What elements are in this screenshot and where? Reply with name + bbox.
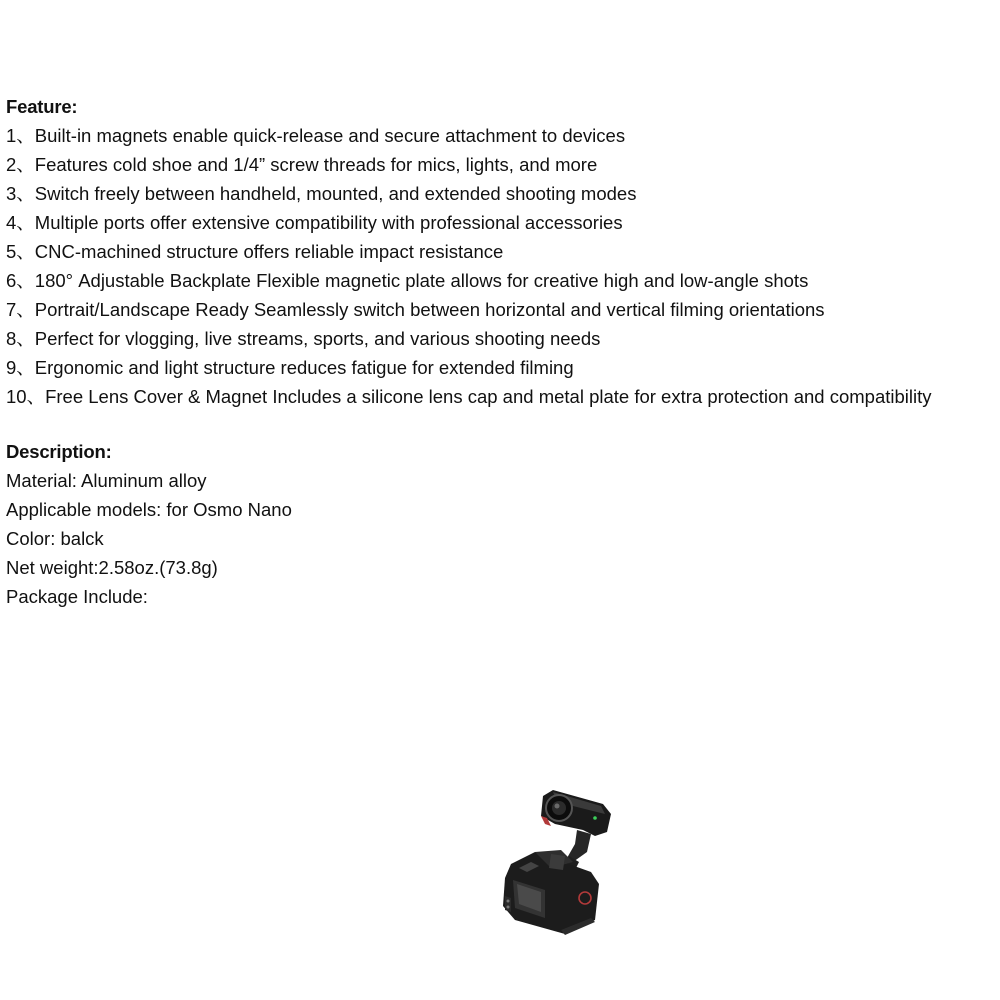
product-image (495, 780, 620, 940)
feature-item: 10、Free Lens Cover & Magnet Includes a silicone lens cap and metal plate for extra protection and compatibility (6, 386, 932, 407)
feature-item: 4、Multiple ports offer extensive compatibility with professional accessories (6, 212, 623, 233)
feature-item: 2、Features cold shoe and 1/4” screw threads for mics, lights, and more (6, 154, 598, 175)
description-item: Net weight:2.58oz.(73.8g) (6, 557, 218, 578)
feature-item: 1、Built-in magnets enable quick-release and secure attachment to devices (6, 125, 626, 146)
feature-item: 7、Portrait/Landscape Ready Seamlessly switch between horizontal and vertical filming orientations (6, 299, 825, 320)
section-spacer (6, 411, 996, 437)
feature-item: 6、180° Adjustable Backplate Flexible magnetic plate allows for creative high and low-angle shots (6, 270, 809, 291)
camera-cage-icon (495, 780, 620, 940)
description-item: Applicable models: for Osmo Nano (6, 499, 292, 520)
description-heading: Description: (6, 441, 112, 462)
feature-heading: Feature: (6, 96, 78, 117)
feature-item: 8、Perfect for vlogging, live streams, sports, and various shooting needs (6, 328, 601, 349)
feature-item: 9、Ergonomic and light structure reduces fatigue for extended filming (6, 357, 574, 378)
description-item: Material: Aluminum alloy (6, 470, 207, 491)
feature-item: 3、Switch freely between handheld, mounted, and extended shooting modes (6, 183, 637, 204)
feature-item: 5、CNC-machined structure offers reliable impact resistance (6, 241, 504, 262)
description-item: Color: balck (6, 528, 104, 549)
product-text-block (6, 92, 996, 607)
description-item: Package Include: (6, 586, 148, 607)
